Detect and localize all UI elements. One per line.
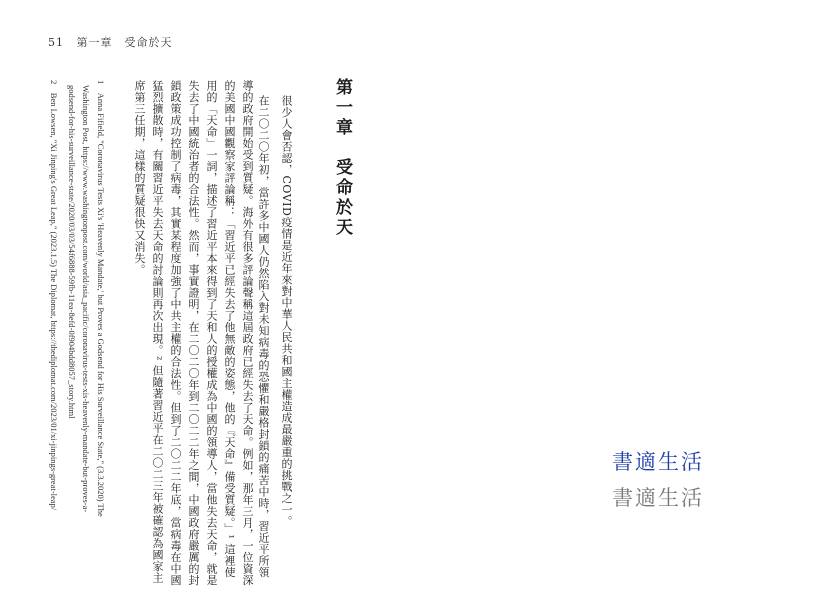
body-column-1: 很少人會否認，COVID疫情是近年來對中華人民共和國主權造成最嚴重的挑戰之一。 xyxy=(280,95,293,527)
body-column-6: 失去了中國統治者的合法性。然而，事實證明，在二〇二〇年到二〇二二年之間，中國政府嚴厲的封 xyxy=(187,80,200,586)
chapter-label: 第一章 xyxy=(332,78,352,138)
publisher-watermark-secondary: 書適生活 xyxy=(612,486,704,510)
body-column-5: 用的「天命」一詞，描述了習近平本來得到了天和人的授權成為中國的領導人，當他失去天命，就是 xyxy=(205,80,218,586)
running-header xyxy=(48,34,181,50)
publisher-watermark-primary: 書適生活 xyxy=(612,450,704,474)
chapter-heading xyxy=(330,78,355,238)
body-column-2: 在二〇二〇年初，當許多中國人仍然陷入對未知病毒的恐懼和嚴格封鎖的痛苦中時，習近平所領 xyxy=(257,95,270,578)
chapter-title: 受命於天 xyxy=(332,158,352,238)
footnote-1-line-2: Washington Post, https://www.washingtonpost.com/world/asia_pacific/coronavirus-tests-xis-heavenly-mandate-but-proves-a- xyxy=(81,85,91,513)
footnote-2: 2 Ben Lowsen, "Xi Jinping's Great Leap," (2023.1.5) The Diplomat, https://thediplomat.com/2023/01/xi-jinpings-great-leap/ xyxy=(49,80,59,511)
body-column-3: 導的政府開始受到質疑。海外有很多評論聲稱這屆政府已經失去了天命。例如，那年三月，一位資深 xyxy=(241,80,254,586)
footnote-1-line-3: godsend-for-his-surveillance-state/2020/03/03/54f6888-59fb-11ea-8efd-0f904bdd8057_story.html xyxy=(67,85,77,419)
body-column-9: 席第三任期，這樣的質疑很快又消失。 xyxy=(133,80,146,276)
footnote-1-line-1: 1 Anna Fifield, "Coronavirus Tests Xi's 'Heavenly Mandate,' but Proves a Godsend for His Surveillance State," (3.3.2020) The xyxy=(96,80,106,517)
page-number: 51 xyxy=(48,36,64,49)
body-column-7: 鎖政策成功控制了病毒，其實某程度加強了中共主權的合法性。但到了二〇二二年底，當病毒在中國 xyxy=(169,80,182,586)
running-chapter-title: 第一章 受命於天 xyxy=(76,36,173,49)
body-column-8: 猛烈擴散時，有關習近平失去天命的討論則再次出現。² 但隨著習近平在二〇二三年被確認為國家主 xyxy=(151,80,164,584)
body-column-4: 的美國中國觀察家評論稱：「習近平已經失去了他無敵的姿態，他的『天命』備受質疑。」¹ 這裡使 xyxy=(223,80,236,578)
